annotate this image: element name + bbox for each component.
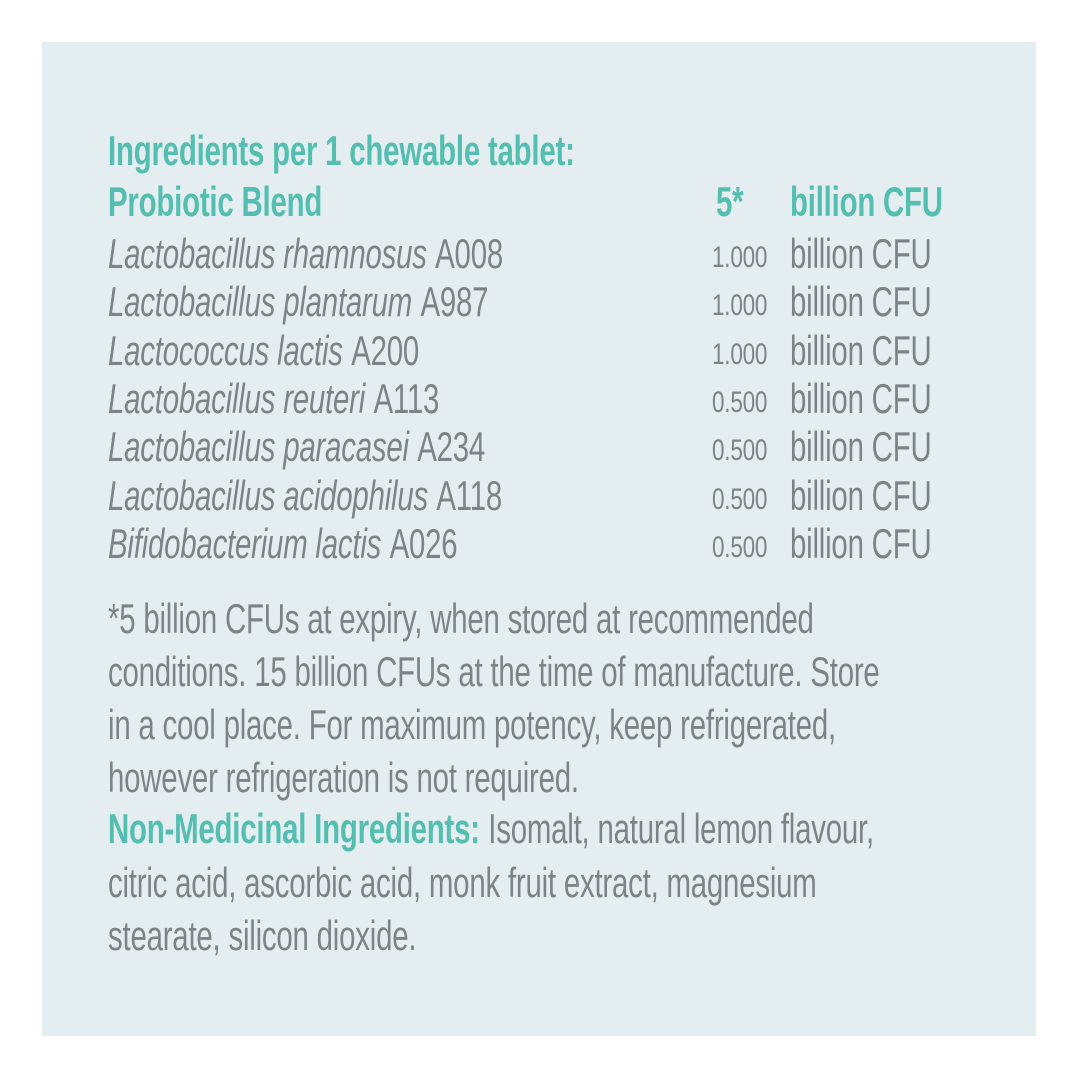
species-name: Lactobacillus acidophilus [108,472,428,519]
blend-header-row [108,178,1038,229]
amount-unit: billion CFU [790,423,932,470]
ingredient-row [108,327,1038,378]
footnote-line: *5 billion CFUs at expiry, when stored at recommended [108,595,814,642]
species-name: Lactobacillus paracasei [108,423,409,470]
non-medicinal-text: Isomalt, natural lemon flavour, [488,805,874,852]
footnote-line: however refrigeration is not required. [108,754,579,801]
strain-code: A008 [435,230,503,277]
strain-code: A026 [389,520,458,567]
ingredient-row [108,278,1038,329]
ingredient-name-cell [108,375,581,422]
species-name: Lactobacillus plantarum [108,278,413,325]
ingredient-row [108,472,1038,523]
amount-value: 1.000 [712,289,768,322]
ingredient-name-cell [108,520,607,567]
species-name: Lactobacillus reuteri [108,375,366,422]
amount-value: 0.500 [712,434,768,467]
amount-value: 0.500 [712,531,768,564]
amount-value: 1.000 [712,241,768,274]
amount-value: 0.500 [712,386,768,419]
page-title: Ingredients per 1 chewable tablet: [108,127,575,174]
footnote-line: in a cool place. For maximum potency, keep refrigerated, [108,701,836,748]
non-medicinal-line: citric acid, ascorbic acid, monk fruit extract, magnesium [108,859,817,906]
ingredient-name-cell [108,472,671,519]
species-name: Lactobacillus rhamnosus [108,230,427,277]
ingredient-name-cell [108,423,647,470]
ingredient-name-cell [108,327,552,374]
amount-unit: billion CFU [790,278,932,325]
strain-code: A118 [436,472,503,519]
blend-amount-cell [716,178,755,225]
ingredient-name-cell [108,230,672,277]
ingredient-row [108,230,1038,281]
amount-unit: billion CFU [790,327,932,374]
amount-unit: billion CFU [790,472,932,519]
title-line [108,127,775,174]
non-medicinal-line: stearate, silicon dioxide. [108,912,417,959]
strain-code: A987 [420,278,489,325]
amount-value: 1.000 [712,338,768,371]
blend-name-cell [108,178,414,225]
amount-value: 0.500 [712,483,768,516]
amount-unit: billion CFU [790,230,932,277]
blend-unit-cell [790,178,1008,225]
species-name: Bifidobacterium lactis [108,520,382,567]
blend-name: Probiotic Blend [108,178,323,225]
strain-code: A234 [417,423,486,470]
non-medicinal-line [108,805,1080,852]
footnote-line: conditions. 15 billion CFUs at the time of manufacture. Store [108,648,880,695]
blend-unit: billion CFU [790,178,943,225]
amount-unit: billion CFU [790,520,932,567]
strain-code: A113 [373,375,440,422]
ingredient-name-cell [108,278,651,325]
species-name: Lactococcus lactis [108,327,343,374]
amount-unit: billion CFU [790,375,932,422]
strain-code: A200 [351,327,420,374]
ingredient-row [108,520,1038,571]
ingredient-row [108,375,1038,426]
blend-amount: 5* [716,178,744,225]
ingredient-row [108,423,1038,474]
non-medicinal-label: Non-Medicinal Ingredients: [108,805,480,852]
